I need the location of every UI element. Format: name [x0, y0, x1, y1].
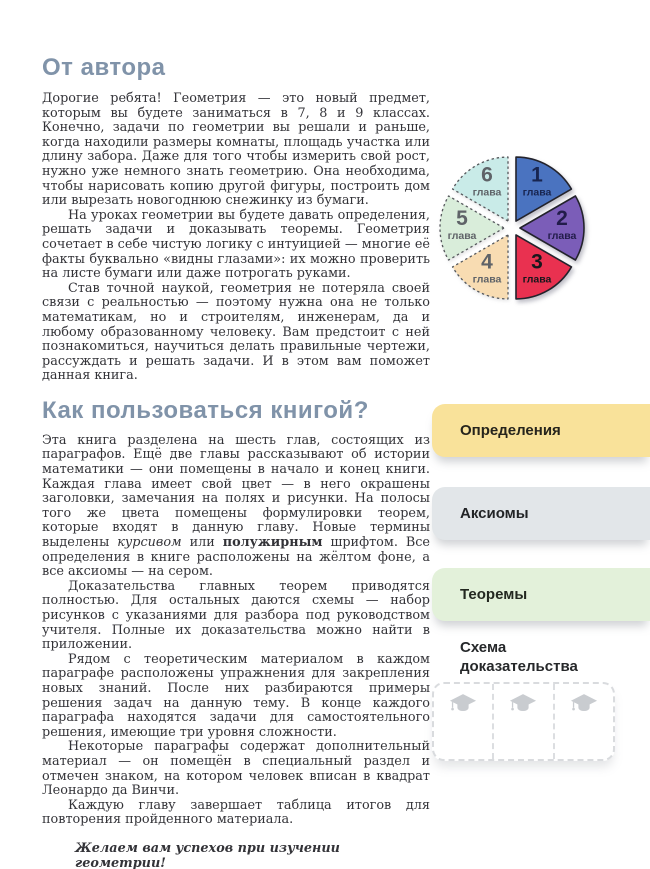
term-bold: полужирным [222, 535, 323, 551]
pie-slice-label: глава [447, 230, 477, 242]
paragraph-structure-part-a: Эта книга разделена на шесть глав, состоящих из параграфов. Ещё две главы рассказывают об истории математики — они помещены в начало и конец книги. Каждая глава имеет свой цвет — в него окрашены заголовки, замечания на полях и рисунки. На полосы того же цвета помещены формулировки теорем, которые входят в данную главу. Новые термины выделены [42, 432, 430, 551]
axioms-strip [432, 487, 650, 540]
pie-slice-number: 3 [531, 250, 543, 274]
paragraph-exercises: Рядом с теоретическим материалом в каждом параграфе расположены упражнения для закрепления новых знаний. После них разбираются примеры решения задач на данную тему. В конце каждого параграфа находятся задачи для самостоятельного решения, имеющие три уровня сложности. [42, 651, 430, 740]
pie-slice-label: глава [522, 186, 552, 199]
section-title-from-author: От автора [42, 54, 166, 81]
paragraph-lessons: На уроках геометрии вы будете давать определения, решать задачи и доказывать теоремы. Геометрия сочетает в себе чистую логику с интуицией — многие её факты буквально «видны глазами»: их можно проверить на листе бумаги или даже потрогать руками. [42, 207, 430, 282]
graduation-cap-icon [449, 693, 477, 714]
signature-line: Желаем вам успехов при изучении геометрии! [75, 840, 340, 869]
pie-slice-number: 1 [531, 163, 543, 187]
proof-scheme-cell [492, 684, 552, 759]
section-title-how-to-use: Как пользоваться книгой? [42, 396, 369, 424]
paragraph-structure-part-b: или [181, 535, 223, 551]
pie-slice-number: 5 [456, 207, 468, 230]
theorems-strip-label: Теоремы [460, 586, 528, 603]
proof-scheme-box [432, 682, 615, 761]
paragraph-proofs: Доказательства главных теорем приводятся полностью. Для остальных даются схемы — набор рисунков с указаниями для разбора под руководством учителя. Полные их доказательства можно найти в приложении. [42, 578, 430, 653]
paragraph-intro: Дорогие ребята! Геометрия — это новый предмет, которым вы будете заниматься в 7, 8 и 9 классах. Конечно, задачи по геометрии вы решали и раньше, когда находили размеры комнаты, площадь участка или длину забора. Даже для того чтобы измерить свой рост, нужно уже немного знать геометрию. Она необходима, чтобы нарисовать копию другой фигуры, построить дом или вырезать новогоднюю снежинку из бумаги. [42, 91, 430, 209]
pie-slice-number: 6 [481, 163, 493, 187]
chapters-pie-svg [427, 143, 597, 313]
pie-slice-label: глава [522, 273, 552, 286]
axioms-strip-label: Аксиомы [460, 505, 529, 522]
definitions-strip-label: Определения [460, 422, 561, 439]
paragraph-structure-part-c: шрифтом. Все определения в книге расположены на жёлтом фоне, а все аксиомы — на сером. [42, 535, 430, 580]
pie-slice-label: глава [472, 186, 502, 199]
paragraph-extra-material: Некоторые параграфы содержат дополнительный материал — он помещён в специальный раздел и отмечен знаком, на котором человек вписан в квадрат Леонардо да Винчи. [42, 739, 430, 799]
main-text-column [42, 55, 430, 869]
term-italic: курсивом [117, 535, 182, 551]
pie-slice-number: 4 [481, 250, 493, 274]
proof-scheme-cell [553, 684, 613, 759]
pie-slice-label: глава [547, 230, 577, 242]
graduation-cap-icon [509, 693, 537, 714]
paragraph-structure [42, 434, 430, 580]
chapters-pie-chart [427, 143, 597, 313]
pie-slice-number: 2 [556, 207, 568, 230]
proof-scheme-cell [434, 684, 492, 759]
paragraph-summary-table: Каждую главу завершает таблица итогов для повторения пройденного материала. [42, 797, 430, 828]
pie-slice-label: глава [472, 273, 502, 286]
proof-scheme-title: Схема доказательства [460, 639, 578, 675]
paragraph-science: Став точной наукой, геометрия не потеряла своей связи с реальностью — поэтому нужна она не только математикам, но и строителям, инженерам, да и любому образованному человеку. Вам предстоит с ней познакомиться, научиться делать правильные чертежи, рассуждать и решать задачи. И в этом вам поможет данная книга. [42, 280, 430, 384]
theorems-strip [432, 568, 650, 621]
graduation-cap-icon [570, 693, 598, 714]
definitions-strip [432, 404, 650, 457]
